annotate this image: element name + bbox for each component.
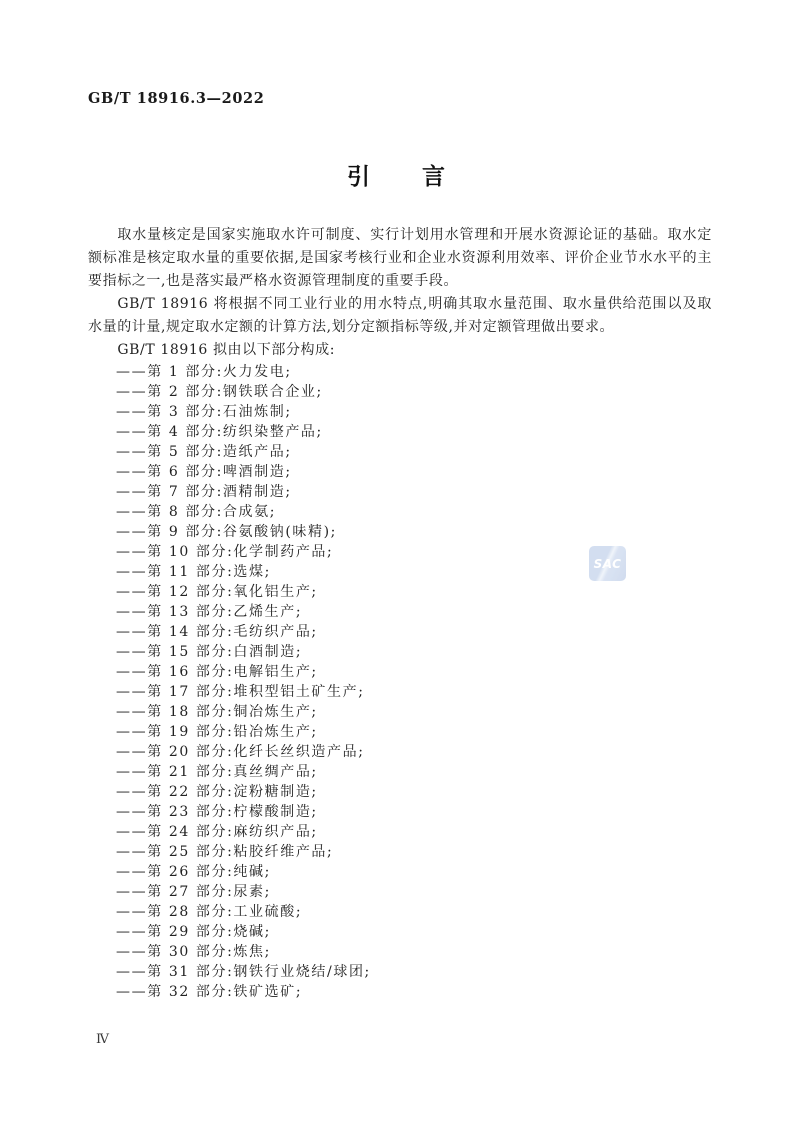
list-item: ——第 6 部分:啤酒制造;	[116, 464, 292, 480]
list-item: ——第 19 部分:铅冶炼生产;	[116, 724, 318, 740]
list-item: ——第 23 部分:柠檬酸制造;	[116, 804, 318, 820]
list-item: ——第 26 部分:纯碱;	[116, 864, 271, 880]
list-item: ——第 7 部分:酒精制造;	[116, 484, 292, 500]
list-item: ——第 32 部分:铁矿选矿;	[116, 984, 303, 1000]
list-item: ——第 16 部分:电解铝生产;	[116, 664, 318, 680]
sac-watermark-logo	[589, 546, 626, 581]
list-item: ——第 11 部分:选煤;	[116, 564, 271, 580]
list-item: ——第 15 部分:白酒制造;	[116, 644, 303, 660]
list-item: ——第 3 部分:石油炼制;	[116, 404, 292, 420]
list-item: ——第 29 部分:烧碱;	[116, 924, 271, 940]
page-title: 引 言	[347, 164, 447, 190]
paragraph: 取水量核定是国家实施取水许可制度、实行计划用水管理和开展水资源论证的基础。取水定额标准是核定取水量的重要依据,是国家考核行业和企业水资源利用效率、评价企业节水水平的主要指标之一,也是落实最严格水资源管理制度的重要手段。	[88, 227, 712, 289]
parts-list	[88, 362, 712, 1002]
list-item: ——第 12 部分:氧化铝生产;	[116, 584, 318, 600]
list-item: ——第 13 部分:乙烯生产;	[116, 604, 303, 620]
list-item: ——第 10 部分:化学制药产品;	[116, 544, 334, 560]
paragraph: GB/T 18916 拟由以下部分构成:	[117, 342, 336, 358]
list-item: ——第 2 部分:钢铁联合企业;	[116, 384, 323, 400]
list-item: ——第 24 部分:麻纺织产品;	[116, 824, 318, 840]
list-item: ——第 21 部分:真丝绸产品;	[116, 764, 318, 780]
list-item: ——第 14 部分:毛纺织产品;	[116, 624, 318, 640]
list-item: ——第 30 部分:炼焦;	[116, 944, 271, 960]
list-item: ——第 9 部分:谷氨酸钠(味精);	[116, 524, 337, 540]
list-item: ——第 25 部分:粘胶纤维产品;	[116, 844, 334, 860]
body-content	[88, 224, 712, 1002]
paragraph: GB/T 18916 将根据不同工业行业的用水特点,明确其取水量范围、取水量供给范围以及取水量的计量,规定取水定额的计算方法,划分定额指标等级,并对定额管理做出要求。	[88, 296, 712, 335]
list-item: ——第 18 部分:铜冶炼生产;	[116, 704, 318, 720]
list-item: ——第 27 部分:尿素;	[116, 884, 271, 900]
list-item: ——第 28 部分:工业硫酸;	[116, 904, 303, 920]
sac-watermark-text: SAC	[593, 556, 622, 571]
page-number: Ⅳ	[96, 1032, 110, 1047]
standard-number: GB/T 18916.3—2022	[88, 90, 265, 107]
list-item: ——第 31 部分:钢铁行业烧结/球团;	[116, 964, 371, 980]
list-item: ——第 4 部分:纺织染整产品;	[116, 424, 323, 440]
list-item: ——第 5 部分:造纸产品;	[116, 444, 292, 460]
list-item: ——第 17 部分:堆积型铝土矿生产;	[116, 684, 365, 700]
list-item: ——第 1 部分:火力发电;	[116, 364, 292, 380]
list-item: ——第 22 部分:淀粉糖制造;	[116, 784, 318, 800]
list-item: ——第 20 部分:化纤长丝织造产品;	[116, 744, 365, 760]
list-item: ——第 8 部分:合成氨;	[116, 504, 277, 520]
